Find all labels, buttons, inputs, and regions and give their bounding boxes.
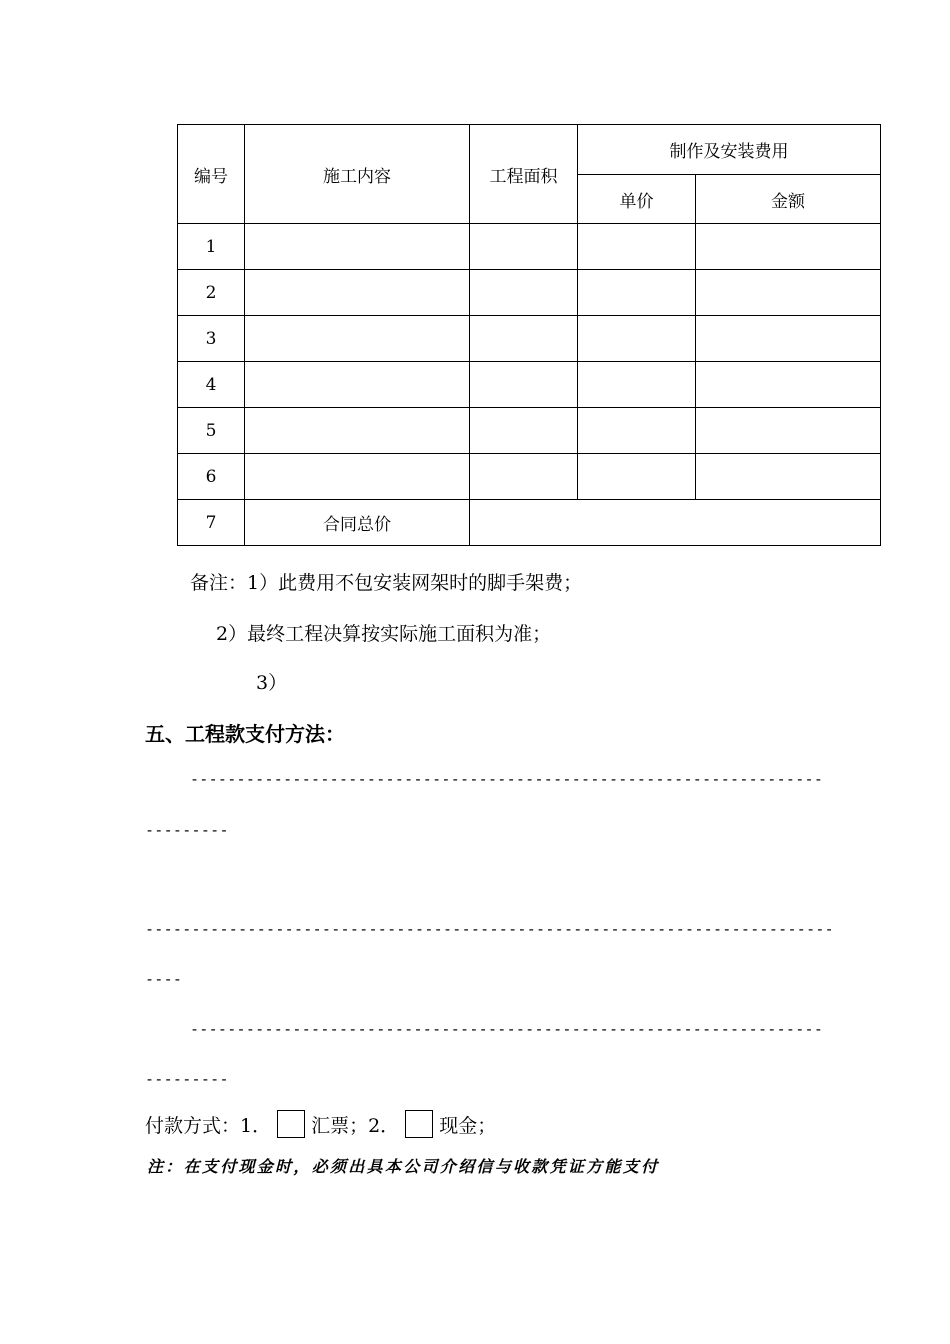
area-cell[interactable] [470,316,578,362]
table-row [178,270,881,316]
remark-line-2: 2）最终工程决算按实际施工面积为准； [216,623,552,645]
unit-price-cell[interactable] [578,316,696,362]
blank-line: -------------------------------------------------------------------- [190,770,824,788]
amount-cell[interactable] [696,408,881,454]
footnote: 注：在支付现金时，必须出具本公司介绍信与收款凭证方能支付 [147,1157,660,1176]
unit-price-cell[interactable] [578,224,696,270]
cost-table [177,124,881,546]
blank-line: -------------------------------------------------------------------- [190,1020,824,1038]
table-row [178,362,881,408]
payment-label: 付款方式：1． [145,1114,272,1137]
area-cell[interactable] [470,224,578,270]
header-unit-price: 单价 [578,175,696,224]
draft-option-label: 汇票；2． [311,1114,400,1137]
content-cell[interactable] [245,270,470,316]
unit-price-cell[interactable] [578,454,696,500]
remark-line-1: 备注：1）此费用不包安装网架时的脚手架费； [190,572,583,594]
total-row [178,500,881,546]
row-no: 5 [178,408,245,454]
row-no: 4 [178,362,245,408]
table-row [178,454,881,500]
amount-cell[interactable] [696,224,881,270]
amount-cell[interactable] [696,270,881,316]
amount-cell[interactable] [696,454,881,500]
row-no: 1 [178,224,245,270]
table-row [178,224,881,270]
blank-line: -------------------------------------------------------------------------- [145,920,834,938]
payment-method [145,1110,496,1138]
draft-checkbox[interactable] [277,1110,305,1138]
area-cell[interactable] [470,454,578,500]
header-no: 编号 [178,125,245,224]
total-label: 合同总价 [245,500,470,546]
row-no: 3 [178,316,245,362]
section-heading: 五、工程款支付方法： [145,722,345,746]
cash-checkbox[interactable] [405,1110,433,1138]
header-content: 施工内容 [245,125,470,224]
header-area: 工程面积 [470,125,578,224]
area-cell[interactable] [470,408,578,454]
content-cell[interactable] [245,224,470,270]
unit-price-cell[interactable] [578,270,696,316]
blank-line: --------- [145,821,229,839]
cash-option-label: 现金； [439,1114,497,1137]
unit-price-cell[interactable] [578,408,696,454]
blank-line: ---- [145,970,183,988]
remark-line-3: 3） [256,672,288,694]
area-cell[interactable] [470,362,578,408]
blank-line: --------- [145,1070,229,1088]
unit-price-cell[interactable] [578,362,696,408]
content-cell[interactable] [245,454,470,500]
header-fee-group: 制作及安装费用 [578,125,881,175]
header-amount: 金额 [696,175,881,224]
content-cell[interactable] [245,316,470,362]
amount-cell[interactable] [696,316,881,362]
row-no: 6 [178,454,245,500]
content-cell[interactable] [245,408,470,454]
content-cell[interactable] [245,362,470,408]
amount-cell[interactable] [696,362,881,408]
row-no: 2 [178,270,245,316]
table-row [178,408,881,454]
table-row [178,316,881,362]
row-no: 7 [178,500,245,546]
total-value-cell[interactable] [470,500,881,546]
area-cell[interactable] [470,270,578,316]
